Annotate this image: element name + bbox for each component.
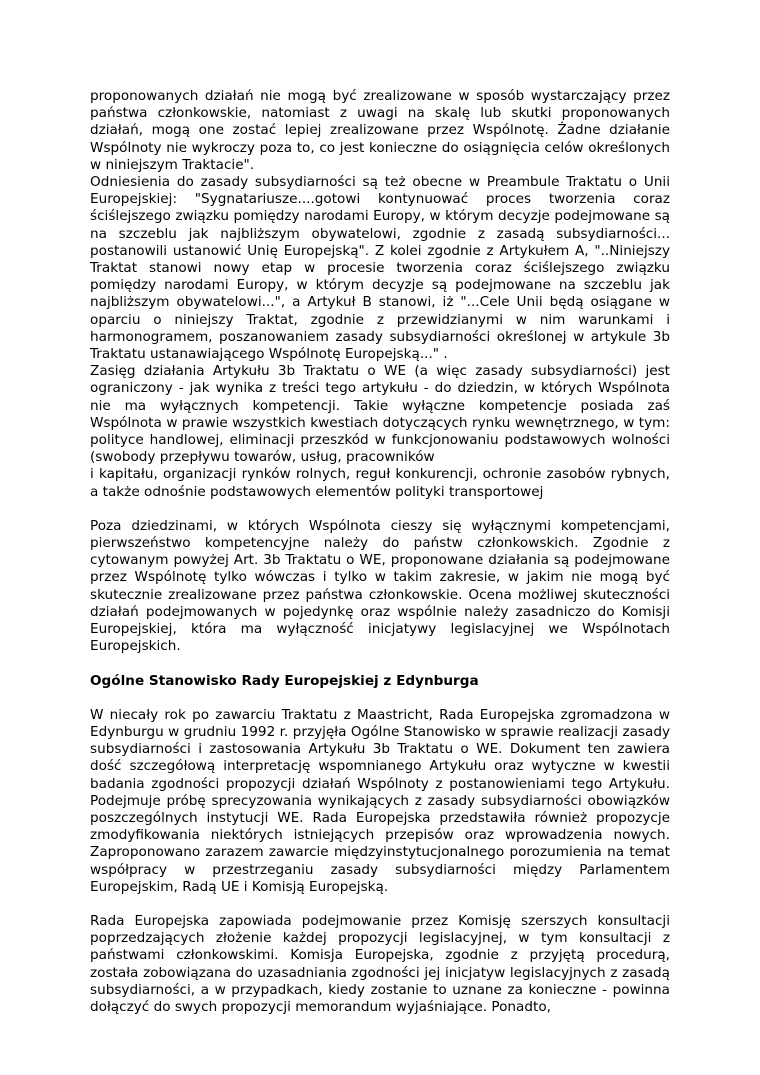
paragraph-article-3b-scope: Zasięg działania Artykułu 3b Traktatu o WE (a więc zasady subsydiarności) jest ograniczony - jak wynika z treści tego artykułu - do dziedzin, w których Wspólnota nie ma wyłącznych kompetencji. Takie wyłączne kompetencje posiada zaś Wspólnota w prawie wszystkich kwestiach dotyczących rynku wewnętrznego, w tym: polityce handlowej, eliminacji przeszkód w funkcjonowaniu podstawowych wolności (swobody przepływu towarów, usług, pracowników i kapitału, organizacji rynków rolnych, reguł konkurencji, ochronie zasobów rybnych, a także odnośnie podstawowych elementów polityki transportowej <box>90 363 670 500</box>
document-page <box>90 88 670 1016</box>
paragraph-member-state-competence: Poza dziedzinami, w których Wspólnota cieszy się wyłącznymi kompetencjami, pierwszeństwo kompetencyjne należy do państw członkowskich. Zgodnie z cytowanym powyżej Art. 3b Traktatu o WE, proponowane działania są podejmowane przez Wspólnotę tylko wówczas i tylko w takim zakresie, w jakim nie mogą być skutecznie zrealizowane przez państwa członkowskie. Ocena możliwej skuteczności działań podejmowanych w pojedynkę oraz wspólnie należy zasadniczo do Komisji Europejskiej, która ma wyłączność inicjatywy legislacyjnej we Wspólnotach Europejskich. <box>90 517 670 655</box>
paragraph-proposed-actions: proponowanych działań nie mogą być zrealizowane w sposób wystarczający przez państwa członkowskie, natomiast z uwagi na skalę lub skutki proponowanych działań, mogą one zostać lepiej zrealizowane przez Wspólnotę. Żadne działanie Wspólnoty nie wykroczy poza to, co jest konieczne do osiągnięcia celów określonych w niniejszym Traktacie". <box>90 88 670 173</box>
section-heading-edinburgh: Ogólne Stanowisko Rady Europejskiej z Edynburga <box>90 672 479 689</box>
paragraph-edinburgh-position: W niecały rok po zawarciu Traktatu z Maastricht, Rada Europejska zgromadzona w Edynburgu w grudniu 1992 r. przyjęła Ogólne Stanowisko w sprawie realizacji zasady subsydiarności i zastosowania Artykułu 3b Traktatu o WE. Dokument ten zawiera dość szczegółową interpretację wspomnianego Artykułu oraz wytyczne w kwestii badania zgodności propozycji działań Wspólnoty z postanowieniami tego Artykułu. Podejmuje próbę sprecyzowania wynikających z zasady subsydiarności obowiązków poszczególnych instytucji WE. Rada Europejska przedstawiła również propozycje zmodyfikowania niektórych istniejących przepisów oraz wprowadzenia nowych. Zaproponowano zarazem zawarcie międzyinstytucjonalnego porozumienia na temat współpracy w przestrzeganiu zasady subsydiarności między Parlamentem Europejskim, Radą UE i Komisją Europejską. <box>90 706 670 895</box>
paragraph-preamble-references: Odniesienia do zasady subsydiarności są też obecne w Preambule Traktatu o Unii Europejskiej: "Sygnatariusze....gotowi kontynuować proces tworzenia coraz ściślejszego związku pomiędzy narodami Europy, w którym decyzje podejmowane są na szczeblu jak najbliższym obywatelowi, zgodnie z zasadą subsydiarności... postanowili ustanowić Unię Europejską". Z kolei zgodnie z Artykułem A, "..Niniejszy Traktat stanowi nowy etap w procesie tworzenia coraz ściślejszego związku pomiędzy narodami Europy, w którym decyzje są podejmowane na szczeblu jak najbliższym obywatelowi...", a Artykuł B stanowi, iż "...Cele Unii będą osiągane w oparciu o niniejszy Traktat, zgodnie z przewidzianymi w nim warunkami i harmonogramem, poszanowaniem zasady subsydiarności określonej w artykule 3b Traktatu ustanawiającego Wspólnotę Europejską..." . <box>90 174 670 363</box>
paragraph-commission-consultations: Rada Europejska zapowiada podejmowanie przez Komisję szerszych konsultacji poprzedzających złożenie każdej propozycji legislacyjnej, w tym konsultacji z państwami członkowskimi. Komisja Europejska, zgodnie z przyjętą procedurą, została zobowiązana do uzasadniania zgodności jej inicjatyw legislacyjnych z zasadą subsydiarności, a w przypadkach, kiedy zostanie to uznane za konieczne - powinna dołączyć do swych propozycji memorandum wyjaśniające. Ponadto, <box>90 912 670 1015</box>
